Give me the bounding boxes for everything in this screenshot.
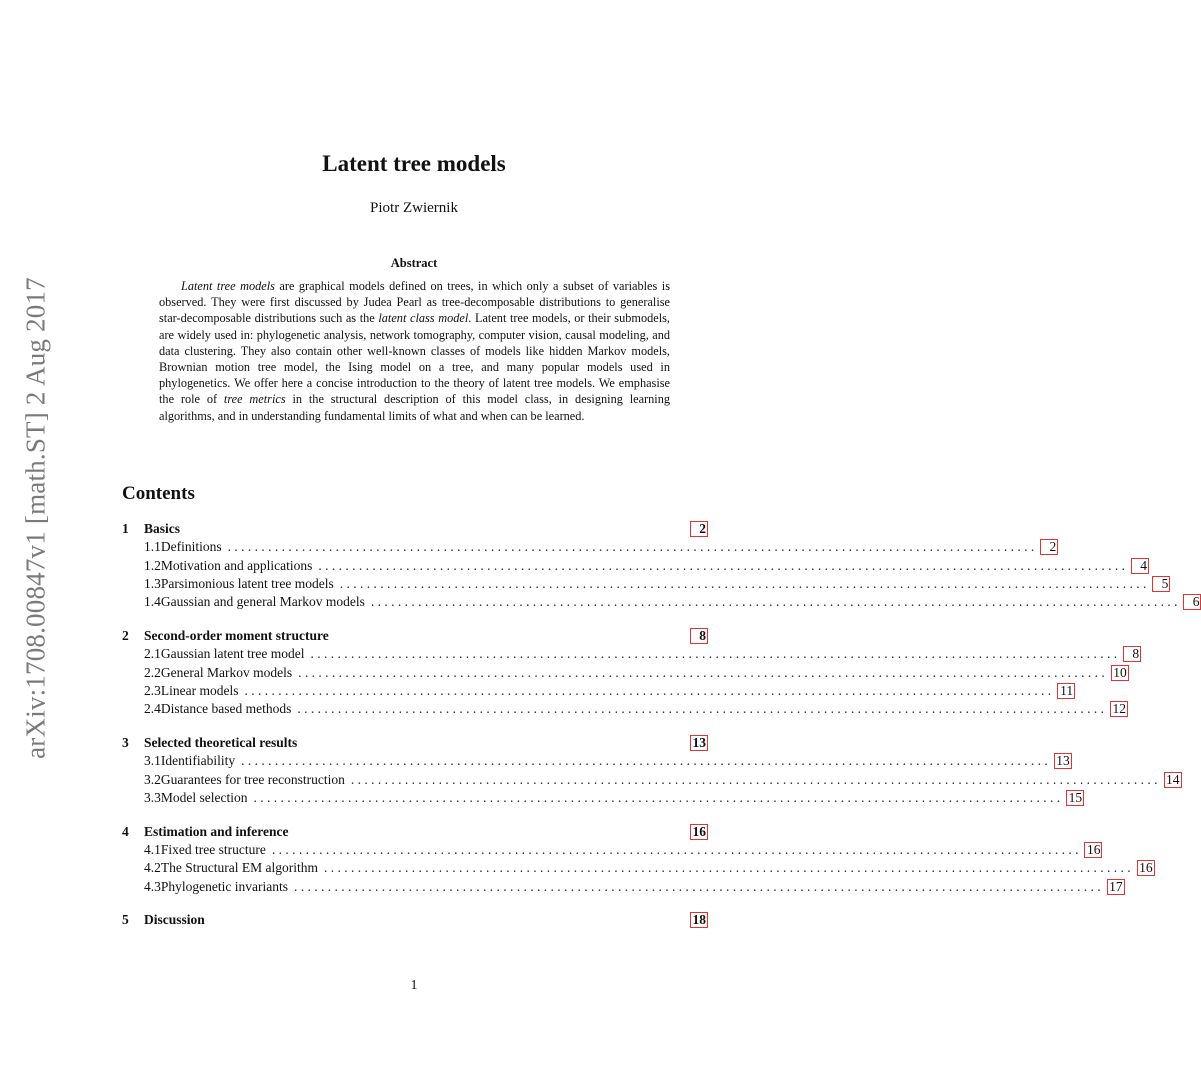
toc-section-entry[interactable] (122, 823, 708, 841)
toc-section-entry[interactable] (122, 734, 708, 752)
paper-title: Latent tree models (322, 151, 506, 176)
toc-page-link[interactable]: 13 (690, 735, 708, 751)
toc-entry-title: Discussion (144, 912, 205, 928)
toc-section-block (122, 627, 1140, 718)
toc-entry-title: Selected theoretical results (144, 734, 298, 750)
abstract-segment: . Latent tree models, or their submodels, are widely used in: phylogenetic analysis, network tomography, computer vision, causal modeling, and data clustering. They also contain other well-known classes of models like hidden Markov models, Brownian motion tree model, the Ising model on a tree, and many popular models used in phylogenetics. We offer here a concise introduction to the theory of latent tree models. We emphasise the role of (159, 311, 670, 407)
toc-entry-number: 2.2 (144, 664, 161, 680)
toc-page-link[interactable]: 12 (1110, 701, 1128, 717)
abstract-segment: tree metrics (223, 392, 286, 407)
toc-leader-dots: . . . . . . . . . . . . . . . . . . . . . . . . . . . . . . . . . . . . . . . . . . . . . . . . . . . . . . . . . . . . . . . . . . . . . . . . . . . . . . . . . . . . . . . . . . . . . . . . . . . . . . . . . . . . . . . . . . . . . . . . (323, 860, 1131, 876)
abstract-heading: Abstract (390, 256, 438, 270)
toc-entry-number: 3 (122, 734, 129, 750)
toc-subsection-entry[interactable] (122, 664, 1127, 682)
toc-subsection-entry[interactable] (122, 645, 1140, 663)
toc-entry-title: Distance based methods (160, 701, 292, 717)
toc-entry-number: 5 (122, 912, 129, 928)
toc-entry-title: Identifiability (160, 753, 236, 769)
abstract-segment: latent class model (378, 311, 469, 326)
toc-page-link[interactable]: 18 (690, 912, 708, 928)
toc-entry-number: 3.2 (144, 771, 161, 787)
toc-page-link[interactable]: 4 (1131, 558, 1149, 574)
toc-section-entry[interactable] (122, 911, 708, 929)
toc-page-link[interactable]: 11 (1057, 683, 1075, 699)
toc-page-link[interactable]: 16 (690, 824, 708, 840)
toc-page-link[interactable]: 5 (1152, 576, 1170, 592)
toc-section-entry[interactable] (122, 627, 708, 645)
toc-entry-title: Gaussian and general Markov models (160, 594, 365, 610)
paper-author: Piotr Zwiernik (370, 200, 458, 216)
toc-leader-dots: . . . . . . . . . . . . . . . . . . . . . . . . . . . . . . . . . . . . . . . . . . . . . . . . . . . . . . . . . . . . . . . . . . . . . . . . . . . . . . . . . . . . . . . . . . . . . . . . . . . . . . . . . . . . . . . . . . . . . . . . (298, 664, 1105, 680)
toc-entry-number: 4 (122, 823, 129, 839)
toc-entry-title: Fixed tree structure (160, 841, 266, 857)
toc-subsection-entry[interactable] (122, 593, 1200, 611)
toc-entry-title: Motivation and applications (160, 557, 313, 573)
toc-section-block (122, 520, 1200, 611)
toc-page-link[interactable]: 8 (1123, 646, 1141, 662)
toc-page-link[interactable]: 16 (1137, 860, 1155, 876)
toc-subsection-entry[interactable] (122, 771, 1180, 789)
toc-page-link[interactable]: 17 (1107, 879, 1125, 895)
toc-entry-number: 2 (122, 627, 129, 643)
toc-section-block (122, 823, 1153, 896)
toc-leader-dots: . . . . . . . . . . . . . . . . . . . . . . . . . . . . . . . . . . . . . . . . . . . . . . . . . . . . . . . . . . . . . . . . . . . . . . . . . . . . . . . . . . . . . . . . . . . . . . . . . . . . . . . . . . . . . . . . . . . . . . . . (318, 557, 1125, 573)
toc-leader-dots: . . . . . . . . . . . . . . . . . . . . . . . . . . . . . . . . . . . . . . . . . . . . . . . . . . . . . . . . . . . . . . . . . . . . . . . . . . . . . . . . . . . . . . . . . . . . . . . . . . . . . . . . . . . . . . . . . . . . . . . . (339, 575, 1147, 591)
arxiv-identifier-stamp: arXiv:1708.00847v1 [math.ST] 2 Aug 2017 (20, 277, 51, 759)
toc-leader-dots: . . . . . . . . . . . . . . . . . . . . . . . . . . . . . . . . . . . . . . . . . . . . . . . . . . . . . . . . . . . . . . . . . . . . . . . . . . . . . . . . . . . . . . . . . . . . . . . . . . . . . . . . . . . . . . . . . . . . . . . . (310, 646, 1118, 662)
toc-entry-title: Second-order moment structure (144, 627, 329, 643)
toc-subsection-entry[interactable] (122, 752, 1070, 770)
toc-page-link[interactable]: 6 (1183, 594, 1201, 610)
toc-subsection-entry[interactable] (122, 682, 1074, 700)
toc-leader-dots: . . . . . . . . . . . . . . . . . . . . . . . . . . . . . . . . . . . . . . . . . . . . . . . . . . . . . . . . . . . . . . . . . . . . . . . . . . . . . . . . . . . . . . . . . . . . . . . . . . . . . . . . . . . . . . . . . . . . . . . . (253, 789, 1061, 805)
toc-entry-number: 3.1 (144, 753, 161, 769)
toc-leader-dots: . . . . . . . . . . . . . . . . . . . . . . . . . . . . . . . . . . . . . . . . . . . . . . . . . . . . . . . . . . . . . . . . . . . . . . . . . . . . . . . . . . . . . . . . . . . . . . . . . . . . . . . . . . . . . . . . . . . . . . . . (271, 841, 1079, 857)
abstract-segment: are graphical models defined on trees, in which only a subset of variables is observed. They were first discussed by Judea Pearl as tree-decomposable distributions to generalise star-decomposable distributions such as the (159, 279, 670, 326)
toc-entry-number: 1.3 (144, 575, 161, 591)
abstract-segment: Latent tree models (181, 279, 275, 293)
toc-leader-dots: . . . . . . . . . . . . . . . . . . . . . . . . . . . . . . . . . . . . . . . . . . . . . . . . . . . . . . . . . . . . . . . . . . . . . . . . . . . . . . . . . . . . . . . . . . . . . . . . . . . . . . . . . . . . . . . . . . . . . . . . (350, 771, 1158, 787)
toc-page-link[interactable]: 16 (1084, 842, 1102, 858)
toc-entry-number: 1.4 (144, 594, 161, 610)
toc-entry-title: General Markov models (160, 664, 293, 680)
toc-leader-dots: . . . . . . . . . . . . . . . . . . . . . . . . . . . . . . . . . . . . . . . . . . . . . . . . . . . . . . . . . . . . . . . . . . . . . . . . . . . . . . . . . . . . . . . . . . . . . . . . . . . . . . . . . . . . . . . . . . . . . . . . (293, 878, 1101, 894)
toc-subsection-entry[interactable] (122, 859, 1153, 877)
toc-section-block (122, 911, 708, 929)
toc-entry-number: 3.3 (144, 789, 161, 805)
toc-page-link[interactable]: 8 (690, 628, 708, 644)
toc-entry-number: 4.3 (144, 878, 161, 894)
toc-subsection-entry[interactable] (122, 841, 1101, 859)
table-of-contents (122, 520, 1200, 945)
toc-leader-dots: . . . . . . . . . . . . . . . . . . . . . . . . . . . . . . . . . . . . . . . . . . . . . . . . . . . . . . . . . . . . . . . . . . . . . . . . . . . . . . . . . . . . . . . . . . . . . . . . . . . . . . . . . . . . . . . . . . . . . . . . (297, 701, 1104, 717)
toc-leader-dots: . . . . . . . . . . . . . . . . . . . . . . . . . . . . . . . . . . . . . . . . . . . . . . . . . . . . . . . . . . . . . . . . . . . . . . . . . . . . . . . . . . . . . . . . . . . . . . . . . . . . . . . . . . . . . . . . . . . . . . . . (227, 539, 1035, 555)
toc-entry-title: Gaussian latent tree model (160, 646, 305, 662)
toc-entry-title: Basics (144, 521, 181, 536)
contents-heading: Contents (122, 483, 195, 504)
toc-section-block (122, 734, 1180, 807)
abstract-segment: in the structural description of this model class, in designing learning algorithms, and in understanding fundamental limits of what and when can be learned. (159, 392, 670, 423)
toc-page-link[interactable]: 2 (690, 521, 708, 537)
toc-subsection-entry[interactable] (122, 789, 1083, 807)
toc-entry-title: Linear models (160, 682, 239, 698)
toc-entry-number: 1.1 (144, 539, 161, 555)
toc-entry-title: Parsimonious latent tree models (160, 575, 334, 591)
toc-leader-dots: . . . . . . . . . . . . . . . . . . . . . . . . . . . . . . . . . . . . . . . . . . . . . . . . . . . . . . . . . . . . . . . . . . . . . . . . . . . . . . . . . . . . . . . . . . . . . . . . . . . . . . . . . . . . . . . . . . . . . . . . (244, 682, 1052, 698)
toc-page-link[interactable]: 10 (1111, 665, 1129, 681)
toc-entry-title: Phylogenetic invariants (160, 878, 288, 894)
toc-entry-number: 2.1 (144, 646, 161, 662)
toc-entry-number: 1.2 (144, 557, 161, 573)
toc-subsection-entry[interactable] (122, 538, 1057, 556)
toc-subsection-entry[interactable] (122, 557, 1147, 575)
toc-entry-title: Guarantees for tree reconstruction (160, 771, 345, 787)
toc-entry-title: Model selection (160, 789, 248, 805)
toc-page-link[interactable]: 14 (1164, 772, 1182, 788)
toc-entry-number: 4.2 (144, 860, 161, 876)
toc-section-entry[interactable] (122, 520, 708, 538)
toc-entry-number: 2.3 (144, 682, 161, 698)
toc-subsection-entry[interactable] (122, 878, 1123, 896)
toc-subsection-entry[interactable] (122, 575, 1169, 593)
toc-page-link[interactable]: 2 (1040, 539, 1058, 555)
toc-entry-number: 4.1 (144, 841, 161, 857)
toc-leader-dots: . . . . . . . . . . . . . . . . . . . . . . . . . . . . . . . . . . . . . . . . . . . . . . . . . . . . . . . . . . . . . . . . . . . . . . . . . . . . . . . . . . . . . . . . . . . . . . . . . . . . . . . . . . . . . . . . . . . . . . . . (241, 753, 1048, 769)
toc-subsection-entry[interactable] (122, 700, 1126, 718)
toc-page-link[interactable]: 15 (1066, 790, 1084, 806)
toc-entry-number: 1 (122, 521, 129, 536)
toc-page-link[interactable]: 13 (1054, 753, 1072, 769)
abstract-body (159, 278, 670, 424)
toc-entry-title: The Structural EM algorithm (160, 860, 318, 876)
toc-entry-title: Definitions (160, 539, 222, 555)
toc-leader-dots: . . . . . . . . . . . . . . . . . . . . . . . . . . . . . . . . . . . . . . . . . . . . . . . . . . . . . . . . . . . . . . . . . . . . . . . . . . . . . . . . . . . . . . . . . . . . . . . . . . . . . . . . . . . . . . . . . . . . . . . . (370, 594, 1178, 610)
toc-entry-number: 2.4 (144, 701, 161, 717)
page-number: 1 (410, 978, 418, 993)
toc-entry-title: Estimation and inference (144, 823, 289, 839)
